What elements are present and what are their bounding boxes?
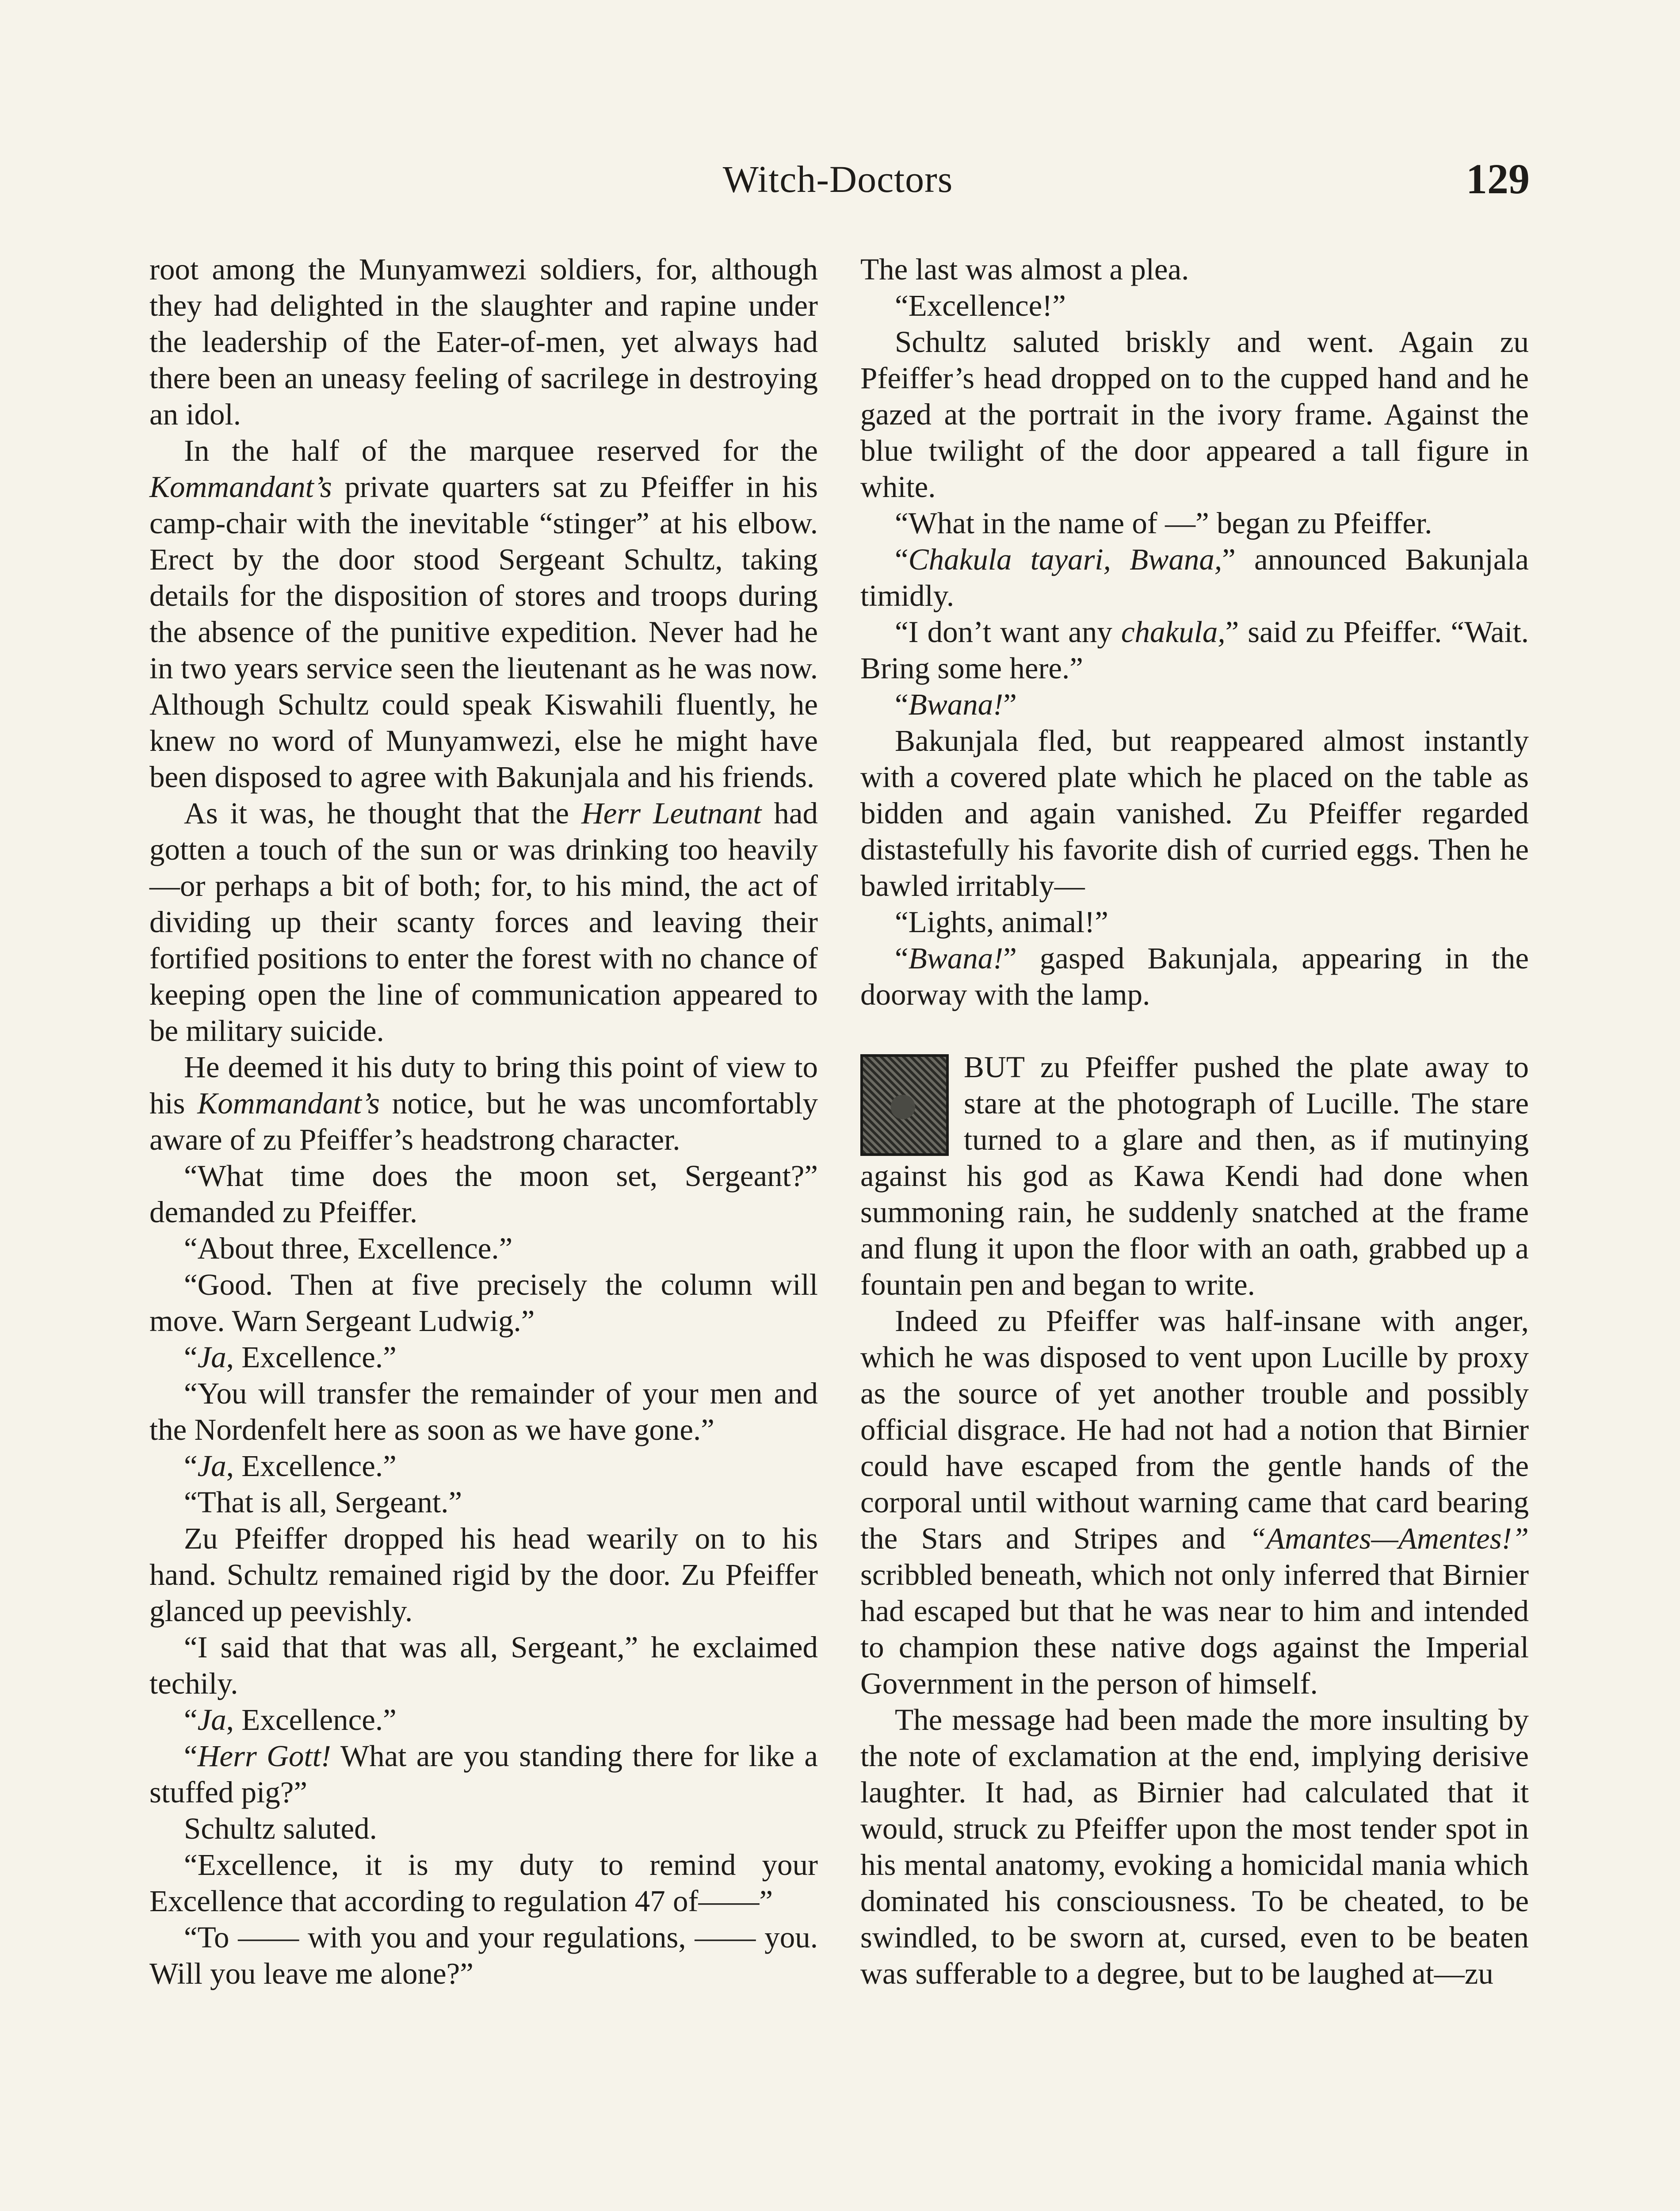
paragraph: Schultz saluted briskly and went. Again zu Pfeiffer’s head dropped on to the cupped hand and he gazed at the portrait in the ivory frame. Against the blue twilight of the door appeared a tall figure in white.	[860, 325, 1529, 504]
paragraph: “Bwana!” gasped Bakunjala, appearing in the doorway with the lamp.	[860, 941, 1529, 1011]
paragraph: Indeed zu Pfeiffer was half-insane with anger, which he was disposed to vent upon Lucille by proxy as the source of yet another trouble and possibly official disgrace. He had not had a notion that Birnier could have escaped from the gentle hands of the corporal until without warning came that card bearing the Stars and Stripes and “Amantes—Amentes!” scribbled beneath, which not only inferred that Birnier had escaped but that he was near to him and intended to champion these native dogs against the Imperial Government in the person of himself.	[860, 1304, 1529, 1700]
paragraph: “Excellence, it is my duty to remind your Excellence that according to regulation 47 of——”	[149, 1848, 818, 1918]
paragraph: “About three, Excellence.”	[184, 1232, 513, 1265]
paragraph: “Ja, Excellence.”	[184, 1703, 397, 1737]
running-title: Witch-Doctors	[722, 158, 953, 200]
paragraph: “Ja, Excellence.”	[184, 1449, 397, 1483]
paragraph: “Excellence!”	[895, 289, 1066, 322]
paragraph: In the half of the marquee reserved for the Kommandant’s private quarters sat zu Pfeiffer in his camp-chair with the inevitable “stinger” at his elbow. Erect by the door stood Sergeant Schultz, taking details for the disposition of stores and troops during the absence of the punitive expedition. Never had he in two years service seen the lieutenant as he was now. Although Schultz could speak Kiswahili fluently, he knew no word of Munyamwezi, else he might have been disposed to agree with Bakunjala and his friends.	[149, 434, 818, 794]
paragraph: “Lights, animal!”	[895, 905, 1108, 939]
page-header	[146, 157, 1530, 214]
left-column	[149, 251, 818, 1992]
paragraph: Schultz saluted.	[184, 1812, 377, 1845]
paragraph: BUT zu Pfeiffer pushed the plate away to stare at the photograph of Lucille. The stare turned to a glare and then, as if mutinying against his god as Kawa Kendi had done when summoning rain, he suddenly snatched at the frame and flung it upon the floor with an oath, grabbed up a fountain pen and began to write.	[860, 1050, 1529, 1301]
page-number: 129	[1466, 155, 1530, 203]
paragraph: “That is all, Sergeant.”	[184, 1485, 462, 1519]
paragraph: “You will transfer the remainder of your men and the Nordenfelt here as soon as we have gone.”	[149, 1377, 818, 1446]
paragraph: “What in the name of —” began zu Pfeiffer.	[895, 506, 1432, 540]
paragraph: “Bwana!”	[895, 688, 1017, 721]
paragraph: “Good. Then at five precisely the column will move. Warn Sergeant Ludwig.”	[149, 1268, 818, 1338]
paragraph: The message had been made the more insulting by the note of exclamation at the end, implying derisive laughter. It had, as Birnier had calculated that it would, struck zu Pfeiffer upon the most tender spot in his mental anatomy, evoking a homicidal mania which dominated his consciousness. To be cheated, to be swindled, to be sworn at, cursed, even to be beaten was sufferable to a degree, but to be laughed at—zu	[860, 1703, 1529, 1990]
paragraph: “I don’t want any chakula,” said zu Pfeiffer. “Wait. Bring some here.”	[860, 615, 1529, 685]
paragraph: “Ja, Excellence.”	[184, 1340, 397, 1374]
paragraph: “I said that that was all, Sergeant,” he exclaimed techily.	[149, 1630, 818, 1700]
paragraph: As it was, he thought that the Herr Leutnant had gotten a touch of the sun or was drinking too heavily—or perhaps a bit of both; for, to his mind, the act of dividing up their scanty forces and leaving their fortified positions to enter the forest with no chance of keeping open the line of communication appeared to be military suicide.	[149, 796, 818, 1048]
paragraph: “Herr Gott! What are you standing there for like a stuffed pig?”	[149, 1739, 818, 1809]
section-break	[860, 1013, 1529, 1049]
paragraph: “What time does the moon set, Sergeant?” demanded zu Pfeiffer.	[149, 1159, 818, 1229]
paragraph: The last was almost a plea.	[860, 252, 1189, 286]
paragraph: Bakunjala fled, but reappeared almost instantly with a covered plate which he placed on the table as bidden and again vanished. Zu Pfeiffer regarded distastefully his favorite dish of curried eggs. Then he bawled irritably—	[860, 724, 1529, 903]
paragraph: root among the Munyamwezi soldiers, for, although they had delighted in the slaughter and rapine under the leadership of the Eater-of-men, yet always had there been an uneasy feeling of sacrilege in destroying an idol.	[149, 252, 818, 431]
paragraph: He deemed it his duty to bring this point of view to his Kommandant’s notice, but he was uncomfortably aware of zu Pfeiffer’s headstrong character.	[149, 1050, 818, 1156]
paragraph: “To —— with you and your regulations, —— you. Will you leave me alone?”	[149, 1920, 818, 1990]
paragraph: Zu Pfeiffer dropped his head wearily on to his hand. Schultz remained rigid by the door. Zu Pfeiffer glanced up peevishly.	[149, 1522, 818, 1628]
dropcap-ornament	[860, 1054, 949, 1156]
paragraph: “Chakula tayari, Bwana,” announced Bakunjala timidly.	[860, 543, 1529, 612]
right-column	[860, 251, 1529, 1992]
